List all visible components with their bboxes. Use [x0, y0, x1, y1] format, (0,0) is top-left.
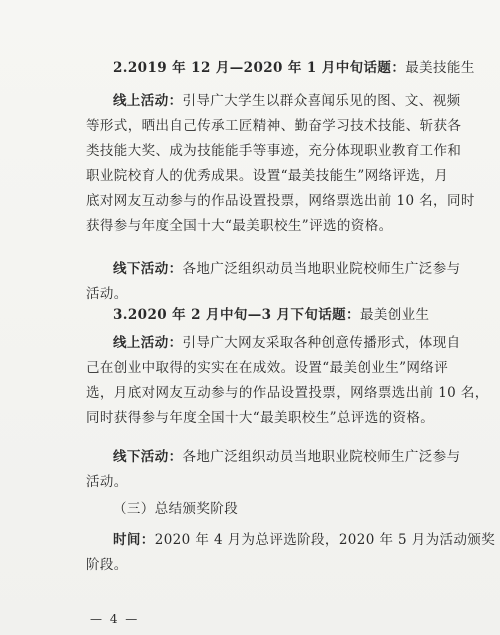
heading-bold: 3.2020 年 2 月中旬—3 月下旬话题：	[113, 307, 360, 323]
s3-offline-paragraph	[86, 445, 461, 495]
offline-label: 线下活动：	[113, 449, 183, 465]
text-line: 活动。	[86, 286, 128, 302]
section-heading	[86, 303, 448, 328]
section-heading	[86, 56, 475, 81]
text-line: 底对网友互动参与的作品设置投票，网络票选出前 10 名，同时	[86, 193, 475, 209]
offline-label: 线下活动：	[113, 261, 183, 277]
stage-time-paragraph	[86, 528, 496, 578]
section-3	[86, 303, 448, 328]
page-number: — 4 —	[90, 612, 140, 626]
text-line: 各地广泛组织动员当地职业院校师生广泛参与	[182, 261, 461, 277]
text-line: 引导广大学生以群众喜闻乐见的图、文、视频	[182, 93, 461, 109]
text-line: 引导广大网友采取各种创意传播形式，体现自	[182, 335, 461, 351]
text-line: 同时获得参与年度全国十大“最美职校生”总评选的资格。	[86, 410, 435, 426]
text-line: 等形式，晒出自己传承工匠精神、勤奋学习技术技能、斩获各	[86, 118, 462, 134]
text-line: 各地广泛组织动员当地职业院校师生广泛参与	[182, 449, 461, 465]
text-line: 职业院校育人的优秀成果。设置“最美技能生”网络评选，月	[86, 168, 449, 184]
online-label: 线上活动：	[113, 93, 183, 109]
text-line: 2020 年 4 月为总评选阶段，2020 年 5 月为活动颁奖	[154, 532, 496, 548]
heading-topic: 最美技能生	[405, 60, 475, 76]
text-line: 活动。	[86, 474, 128, 490]
text-line: 己在创业中取得的实实在在成效。设置“最美创业生”网络评	[86, 360, 449, 376]
section-2	[86, 56, 475, 81]
text-line: 阶段。	[86, 557, 128, 573]
stage-title: （三）总结颁奖阶段	[113, 501, 239, 517]
s2-online-paragraph	[86, 89, 475, 264]
s2-offline-paragraph	[86, 257, 461, 307]
text-line: 类技能大奖、成为技能能手等事迹，充分体现职业教育工作和	[86, 143, 462, 159]
online-label: 线上活动：	[113, 335, 183, 351]
heading-bold: 2.2019 年 12 月—2020 年 1 月中旬话题：	[113, 60, 406, 76]
time-label: 时间：	[113, 532, 155, 548]
stage-heading	[86, 497, 448, 522]
heading-topic: 最美创业生	[359, 307, 430, 323]
text-line: 获得参与年度全国十大“最美职校生”评选的资格。	[86, 218, 393, 234]
text-line: 选，月底对网友互动参与的作品设置投票，网络票选出前 10 名，	[86, 385, 489, 401]
s3-online-paragraph	[86, 331, 489, 456]
